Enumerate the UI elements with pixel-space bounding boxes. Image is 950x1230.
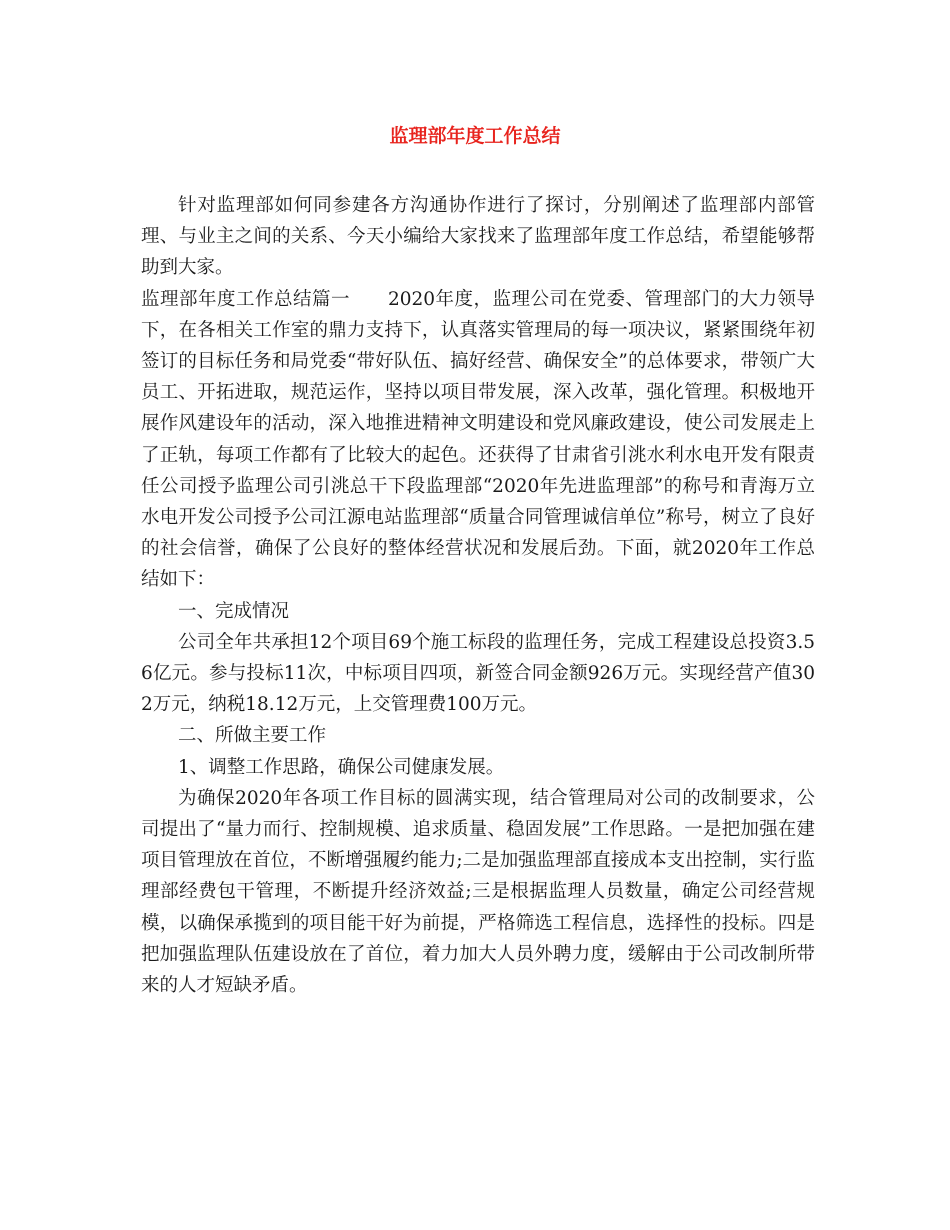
heading-main-work: 二、所做主要工作 [178,725,327,747]
heading-completion-status: 一、完成情况 [178,600,290,622]
work-thinking-paragraph: 为确保2020年各项工作目标的圆满实现，结合管理局对公司的改制要求，公司提出了“量力而行、控制规模、追求质量、稳固发展”工作思路。一是把加强在建项目管理放在首位，不断增强履约能力;二是加强监理部直接成本支出控制，实行监理部经费包干管理，不断提升经济效益;三是根据监理人员数量，确定公司经营规模，以确保承揽到的项目能干好为前提，严格筛选工程信息，选择性的投标。四是把加强监理队伍建设放在了首位，着力加大人员外聘力度，缓解由于公司改制所带来的人才短缺矛盾。 [141,787,815,997]
document-title: 监理部年度工作总结 [389,125,561,147]
intro-paragraph: 针对监理部如何同参建各方沟通协作进行了探讨，分别阐述了监理部内部管理、与业主之间的关系、今天小编给大家找来了监理部年度工作总结，希望能够帮助到大家。 [141,195,815,279]
subheading-adjust-thinking: 1、调整工作思路，确保公司健康发展。 [178,756,505,778]
completion-paragraph: 公司全年共承担12个项目69个施工标段的监理任务，完成工程建设总投资3.56亿元。参与投标11次，中标项目四项，新签合同金额926万元。实现经营产值302万元，纳税18.12万元，上交管理费100万元。 [141,631,815,716]
section-one-paragraph: 监理部年度工作总结篇一 2020年度，监理公司在党委、管理部门的大力领导下，在各相关工作室的鼎力支持下，认真落实管理局的每一项决议，紧紧围绕年初签订的目标任务和局党委“带好队伍、搞好经营、确保安全”的总体要求，带领广大员工、开拓进取，规范运作，坚持以项目带发展，深入改革，强化管理。积极地开展作风建设年的活动，深入地推进精神文明建设和党风廉政建设，使公司发展走上了正轨，每项工作都有了比较大的起色。还获得了甘肃省引洮水利水电开发有限责任公司授予监理公司引洮总干下段监理部“2020年先进监理部”的称号和青海万立水电开发公司授予公司江源电站监理部“质量合同管理诚信单位”称号，树立了良好的社会信誉，确保了公良好的整体经营状况和发展后劲。下面，就2020年工作总结如下： [141,288,815,591]
document-body [141,190,815,1001]
